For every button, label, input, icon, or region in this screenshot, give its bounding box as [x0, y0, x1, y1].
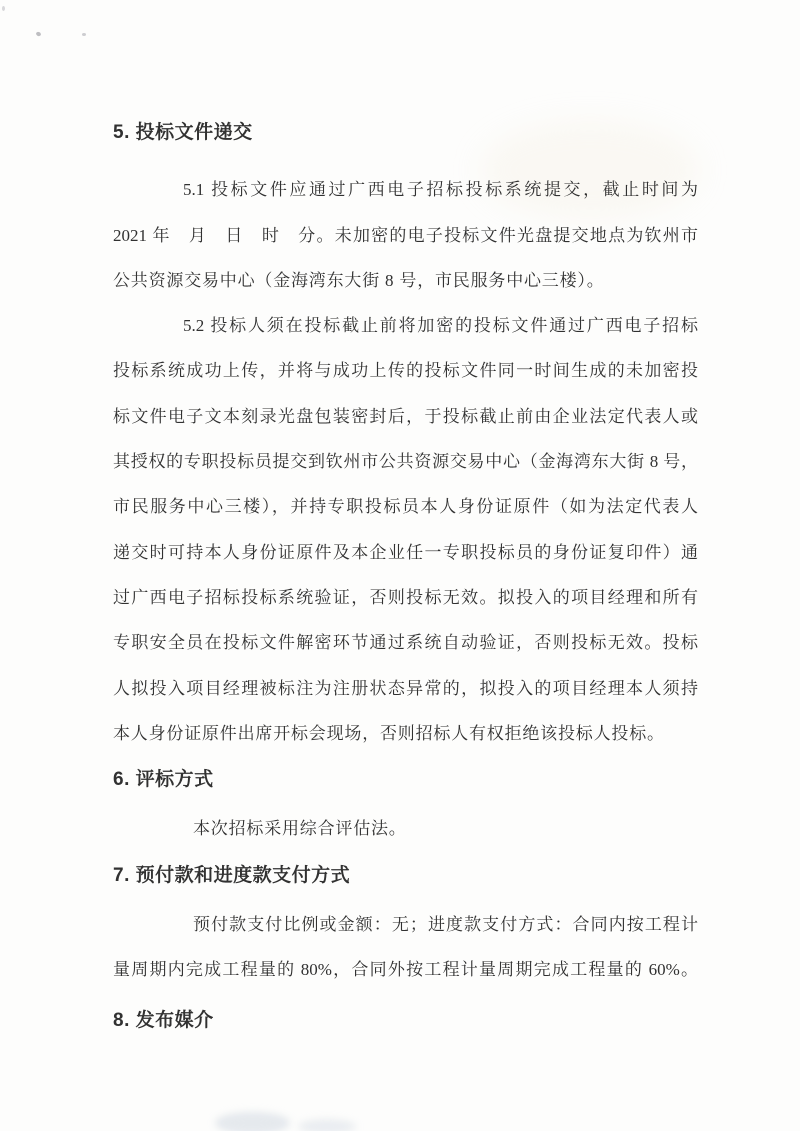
paragraph: [113, 167, 698, 303]
text-line: 递交时可持本人身份证原件及本企业任一专职投标员的身份证复印件）通: [113, 542, 698, 562]
section: [113, 757, 698, 852]
section-heading: 5. 投标文件递交: [113, 122, 253, 143]
scan-smudge: [298, 1119, 356, 1131]
scan-speck: [82, 33, 86, 36]
text-line: 投标系统成功上传，并将与成功上传的投标文件同一时间生成的未加密投: [113, 361, 698, 381]
paragraph: [113, 806, 698, 851]
text-line: 标文件电子文本刻录光盘包装密封后，于投标截止前由企业法定代表人或: [113, 406, 698, 426]
section-heading: 7. 预付款和进度款支付方式: [113, 864, 351, 886]
section: [113, 998, 698, 1043]
text-line: 过广西电子招标投标系统验证，否则投标无效。拟投入的项目经理和所有: [113, 587, 698, 607]
text-line: 其授权的专职投标员提交到钦州市公共资源交易中心（金海湾东大街 8 号，: [113, 452, 698, 472]
section: [113, 110, 698, 756]
section-heading: 6. 评标方式: [113, 769, 214, 791]
scan-speck: [35, 31, 41, 37]
text-line: 人拟投入项目经理被标注为注册状态异常的，拟投入的项目经理本人须持: [113, 678, 698, 698]
text-line: 预付款支付比例或金额：无；进度款支付方式：合同内按工程计: [193, 915, 698, 935]
scan-smudge: [215, 1112, 290, 1131]
text-line: 2021 年 月 日 时 分。未加密的电子投标文件光盘提交地点为钦州市: [113, 225, 698, 245]
paragraph: [113, 303, 698, 756]
text-line: 专职安全员在投标文件解密环节通过系统自动验证，否则投标无效。投标: [113, 633, 698, 653]
section: [113, 853, 698, 993]
text-line: 5.2 投标人须在投标截止前将加密的投标文件通过广西电子招标: [183, 316, 698, 336]
text-line: 公共资源交易中心（金海湾东大街 8 号，市民服务中心三楼）。: [113, 270, 605, 290]
text-line: 本人身份证原件出席开标会现场，否则招标人有权拒绝该投标人投标。: [113, 723, 665, 743]
text-line: 5.1 投标文件应通过广西电子招标投标系统提交，截止时间为: [183, 180, 698, 200]
document-content: [113, 110, 698, 1043]
section-heading: 8. 发布媒介: [113, 1009, 214, 1031]
text-line: 本次招标采用综合评估法。: [193, 819, 407, 839]
text-line: 市民服务中心三楼），并持专职投标员本人身份证原件（如为法定代表人: [113, 497, 698, 517]
scan-speck: [2, 6, 5, 11]
paragraph: [113, 902, 698, 993]
text-line: 量周期内完成工程量的 80%，合同外按工程计量周期完成工程量的 60%。: [113, 960, 698, 980]
